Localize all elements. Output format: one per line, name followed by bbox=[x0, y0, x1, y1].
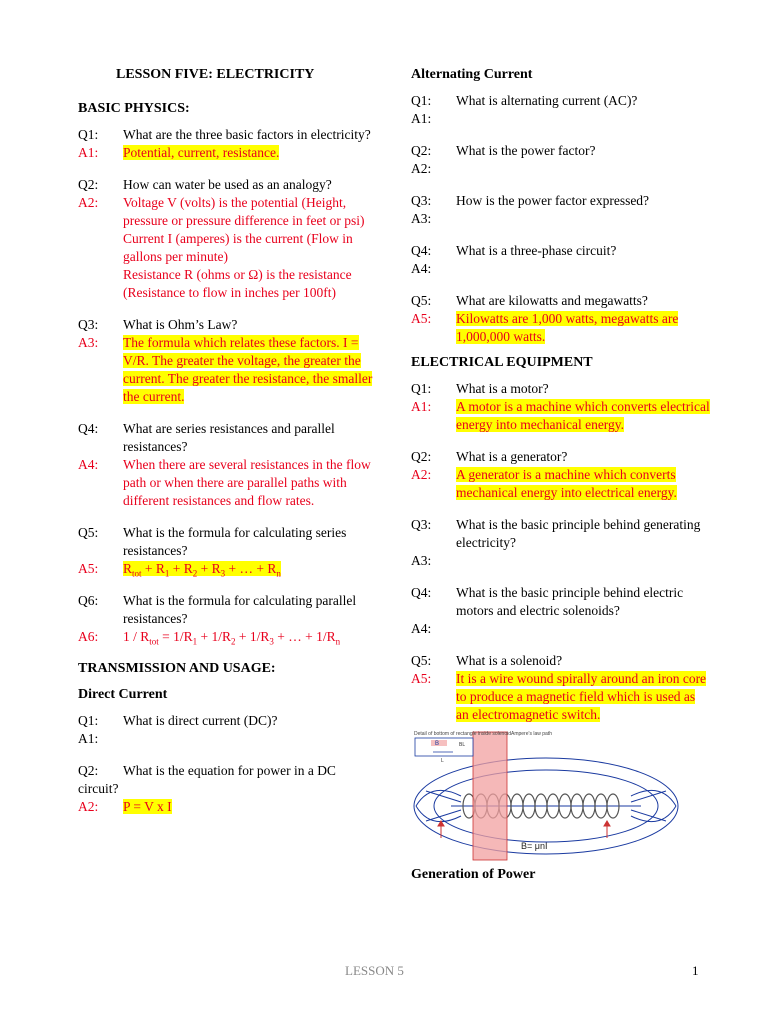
answer-row bbox=[78, 456, 378, 510]
question-row bbox=[411, 584, 711, 620]
answer-tag: A4: bbox=[411, 621, 432, 636]
answer-row bbox=[411, 310, 711, 346]
ampere-path-rectangle bbox=[473, 732, 507, 860]
question-tag: Q2: bbox=[78, 763, 99, 778]
answer-tag: A4: bbox=[411, 261, 432, 276]
answer-text: A generator is a machine which converts mechanical energy into electrical energy. bbox=[456, 467, 677, 500]
question-tag: Q3: bbox=[78, 317, 99, 332]
question-tag: Q6: bbox=[78, 593, 99, 608]
question-text: What is a motor? bbox=[456, 381, 549, 396]
answer-row bbox=[411, 260, 711, 278]
subsection-ac-heading: Alternating Current bbox=[411, 67, 533, 82]
answer-tag: A3: bbox=[411, 553, 432, 568]
answer-tag: A6: bbox=[78, 629, 99, 644]
question-tag: Q5: bbox=[411, 293, 432, 308]
answer-tag: A1: bbox=[411, 111, 432, 126]
magnetic-field-lines bbox=[414, 758, 678, 854]
question-row bbox=[78, 592, 378, 628]
generation-heading: Generation of Power bbox=[411, 867, 536, 882]
question-text: What is alternating current (AC)? bbox=[456, 93, 638, 108]
page-number: 1 bbox=[692, 963, 699, 978]
answer-row bbox=[411, 670, 711, 724]
question-text: What is the equation for power in a DC circuit? bbox=[78, 763, 336, 796]
answer-tag: A5: bbox=[411, 311, 432, 326]
question-tag: Q1: bbox=[411, 93, 432, 108]
right-column bbox=[411, 66, 711, 884]
question-tag: Q2: bbox=[78, 177, 99, 192]
label-l: L bbox=[441, 758, 444, 764]
question-tag: Q5: bbox=[78, 525, 99, 540]
answer-row bbox=[78, 194, 378, 302]
label-ampere-path: Ampere's law path bbox=[511, 731, 552, 737]
answer-tag: A1: bbox=[78, 731, 99, 746]
answer-tag: A3: bbox=[411, 211, 432, 226]
question-row bbox=[78, 712, 378, 730]
answer-text: It is a wire wound spirally around an iron core to produce a magnetic field which is used as an electromagnetic switch. bbox=[456, 671, 707, 722]
answer-tag: A4: bbox=[78, 457, 99, 472]
label-detail: Detail of bottom of rectangle inside solenoid bbox=[414, 731, 512, 737]
answer-row bbox=[78, 628, 378, 646]
question-row bbox=[411, 380, 711, 398]
question-row bbox=[78, 524, 378, 560]
question-tag: Q4: bbox=[78, 421, 99, 436]
question-text: What is direct current (DC)? bbox=[123, 713, 278, 728]
answer-text: P = V x I bbox=[123, 799, 172, 814]
answer-tag: A2: bbox=[411, 467, 432, 482]
answer-row bbox=[411, 110, 711, 128]
question-tag: Q3: bbox=[411, 517, 432, 532]
answer-text: A motor is a machine which converts electrical energy into mechanical energy. bbox=[456, 399, 710, 432]
answer-row bbox=[78, 560, 378, 578]
answer-row bbox=[411, 552, 711, 570]
answer-text: Kilowatts are 1,000 watts, megawatts are 1,000,000 watts. bbox=[456, 311, 679, 344]
answer-row bbox=[411, 398, 711, 434]
question-tag: Q2: bbox=[411, 449, 432, 464]
question-text: What are kilowatts and megawatts? bbox=[456, 293, 648, 308]
question-text: What is the basic principle behind generating electricity? bbox=[456, 517, 701, 550]
left-column bbox=[78, 66, 378, 816]
answer-tag: A5: bbox=[78, 561, 99, 576]
question-text: What is a solenoid? bbox=[456, 653, 563, 668]
question-text: What is the basic principle behind electric motors and electric solenoids? bbox=[456, 585, 684, 618]
question-text: What is a three-phase circuit? bbox=[456, 243, 617, 258]
formula-label: B= μnI bbox=[521, 841, 548, 851]
question-row bbox=[411, 652, 711, 670]
question-tag: Q1: bbox=[411, 381, 432, 396]
question-row bbox=[78, 176, 378, 194]
answer-tag: A3: bbox=[78, 335, 99, 350]
answer-tag: A1: bbox=[411, 399, 432, 414]
answer-row bbox=[411, 210, 711, 228]
question-tag: Q4: bbox=[411, 585, 432, 600]
page-title: LESSON FIVE: ELECTRICITY bbox=[116, 67, 315, 82]
answer-text: The formula which relates these factors. I = V/R. The greater the voltage, the greater the current. The greater the resistance, the smaller the current. bbox=[123, 335, 373, 404]
question-tag: Q5: bbox=[411, 653, 432, 668]
question-tag: Q1: bbox=[78, 127, 99, 142]
question-row bbox=[411, 516, 711, 552]
question-tag: Q1: bbox=[78, 713, 99, 728]
question-text: What is Ohm’s Law? bbox=[123, 317, 238, 332]
answer-row bbox=[411, 620, 711, 638]
question-row bbox=[411, 92, 711, 110]
question-tag: Q3: bbox=[411, 193, 432, 208]
section-equipment-heading: ELECTRICAL EQUIPMENT bbox=[411, 355, 593, 370]
answer-text: Potential, current, resistance. bbox=[123, 145, 280, 160]
current-arrows bbox=[438, 821, 610, 838]
question-row bbox=[411, 448, 711, 466]
question-text: How is the power factor expressed? bbox=[456, 193, 650, 208]
label-b: B bbox=[435, 741, 440, 747]
answer-row bbox=[411, 466, 711, 502]
question-tag: Q4: bbox=[411, 243, 432, 258]
question-text: What is the formula for calculating parallel resistances? bbox=[123, 593, 357, 626]
question-row bbox=[78, 316, 378, 334]
question-row bbox=[411, 192, 711, 210]
answer-row bbox=[78, 144, 378, 162]
solenoid-diagram bbox=[411, 726, 691, 864]
answer-resistance-text: Resistance R (ohms or Ω) is the resistance (Resistance to flow in inches per 100ft) bbox=[123, 267, 352, 300]
answer-row bbox=[78, 730, 378, 748]
question-row bbox=[78, 762, 378, 798]
answer-tag: A1: bbox=[78, 145, 99, 160]
question-row bbox=[411, 292, 711, 310]
question-text: What is a generator? bbox=[456, 449, 568, 464]
answer-tag: A5: bbox=[411, 671, 432, 686]
answer-voltage-text: Voltage V (volts) is the potential (Height, pressure or pressure difference in feet or psi) bbox=[123, 195, 365, 228]
question-row bbox=[78, 420, 378, 456]
question-text: What is the power factor? bbox=[456, 143, 596, 158]
answer-row bbox=[78, 334, 378, 406]
parallel-formula: $1 / R_{tot} = 1/R_1 + 1/R_2 + 1/R_3$ + … + $1/R_n$ bbox=[123, 629, 341, 647]
answer-tag: A2: bbox=[78, 799, 99, 814]
question-text: What is the formula for calculating series resistances? bbox=[123, 525, 347, 558]
section-basic-heading: BASIC PHYSICS: bbox=[78, 101, 190, 116]
question-row bbox=[411, 242, 711, 260]
section-transmission-heading: TRANSMISSION AND USAGE: bbox=[78, 661, 276, 676]
answer-row bbox=[411, 160, 711, 178]
label-bl: BL bbox=[459, 742, 466, 748]
answer-row bbox=[78, 798, 378, 816]
page-footer bbox=[0, 962, 768, 982]
answer-current-text: Current I (amperes) is the current (Flow in gallons per minute) bbox=[123, 231, 353, 264]
question-text: What are series resistances and parallel resistances? bbox=[123, 421, 335, 454]
answer-tag: A2: bbox=[78, 195, 99, 210]
series-formula: $R_{tot} + R_1 + R_2 + R_3$ + … + $R_n$ bbox=[123, 561, 281, 579]
question-text: What are the three basic factors in electricity? bbox=[123, 127, 371, 142]
answer-tag: A2: bbox=[411, 161, 432, 176]
footer-lesson-label: LESSON 5 bbox=[345, 963, 404, 978]
question-row bbox=[411, 142, 711, 160]
subsection-dc-heading: Direct Current bbox=[78, 687, 168, 702]
question-text: How can water be used as an analogy? bbox=[123, 177, 332, 192]
question-row bbox=[78, 126, 378, 144]
question-tag: Q2: bbox=[411, 143, 432, 158]
answer-text: When there are several resistances in the flow path or when there are parallel paths with different resistances and flow rates. bbox=[123, 457, 371, 508]
